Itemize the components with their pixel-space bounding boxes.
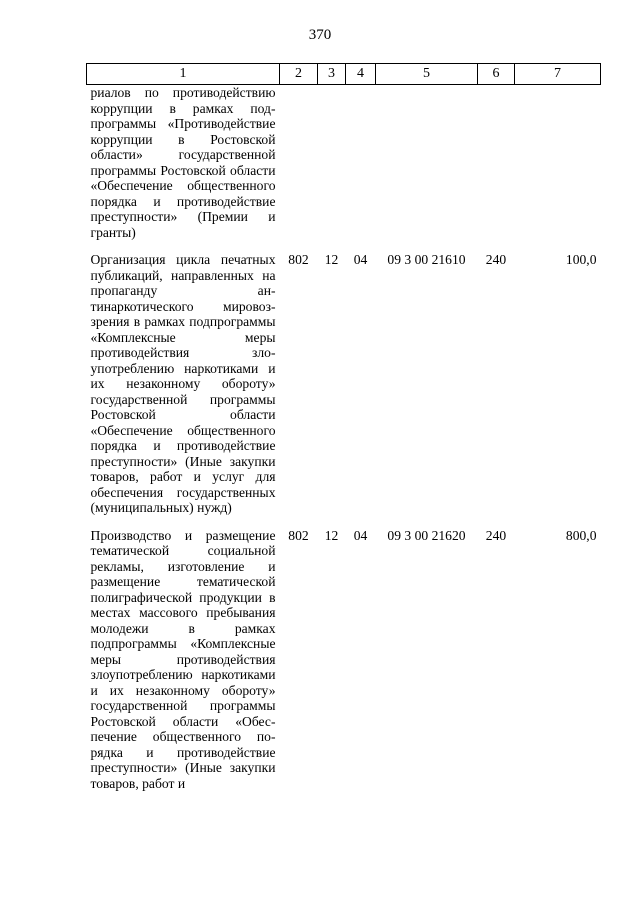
table-row — [87, 252, 601, 528]
budget-table — [86, 63, 601, 803]
table-row — [87, 528, 601, 804]
row-description: Организация цикла печатных публикаций, направленных на пропаганду антинаркотического мировоззрения в рамках подпрограммы «Комплексные меры противодействия злоупотреблению наркотиками и их незаконному обороту» государственной программы Ростовской области «Обеспечение общественного порядка и противодействие преступности» (Иные закупки товаров, работ и услуг для обеспечения государственных (муниципальных) нужд) — [90, 252, 276, 515]
cell-ministry — [280, 85, 318, 253]
cell-section: 12 — [324, 527, 339, 543]
cell-subsection — [346, 85, 376, 253]
cell-subsection: 04 — [353, 527, 368, 543]
page-number: 370 — [308, 27, 332, 43]
column-header-3: 3 — [318, 64, 346, 85]
row-description: риалов по противодействию коррупции в рамках подпрограммы «Противодействие коррупции в Ростовской области» государственной программы Ростовской области «Обеспечение общественного порядка и противодействие преступности» (Премии и гранты) — [90, 85, 276, 240]
cell-amount — [515, 85, 601, 253]
column-header-7: 7 — [515, 64, 601, 85]
table-row — [87, 85, 601, 253]
cell-amount: 800,0 — [565, 527, 597, 543]
table-header-row — [87, 64, 601, 85]
cell-ministry: 802 — [288, 252, 309, 267]
cell-section — [318, 85, 346, 253]
column-header-2: 2 — [280, 64, 318, 85]
cell-target-article: 09 3 00 21610 — [387, 252, 466, 267]
cell-section: 12 — [324, 252, 339, 267]
column-header-1: 1 — [87, 64, 280, 85]
column-header-5: 5 — [376, 64, 478, 85]
cell-expense-type: 240 — [485, 527, 507, 543]
row-description: Производство и размещение тематической социальной рекламы, изготовление и размещение тематической полиграфической продукции в местах массового пребывания молодежи в рамках подпрограммы «Комплексные меры противодействия злоупотреблению наркотиками и их незаконному обороту» государственной программы Ростовской области «Обеспечение общественного порядка и противодействие преступности» (Иные закупки товаров, работ и — [90, 527, 276, 791]
cell-target-article — [376, 85, 478, 253]
cell-expense-type — [478, 85, 515, 253]
cell-subsection: 04 — [353, 252, 368, 267]
column-header-4: 4 — [346, 64, 376, 85]
cell-amount: 100,0 — [565, 252, 597, 267]
cell-ministry: 802 — [288, 527, 309, 543]
cell-target-article: 09 3 00 21620 — [387, 527, 466, 543]
column-header-6: 6 — [478, 64, 515, 85]
cell-expense-type: 240 — [485, 252, 507, 267]
